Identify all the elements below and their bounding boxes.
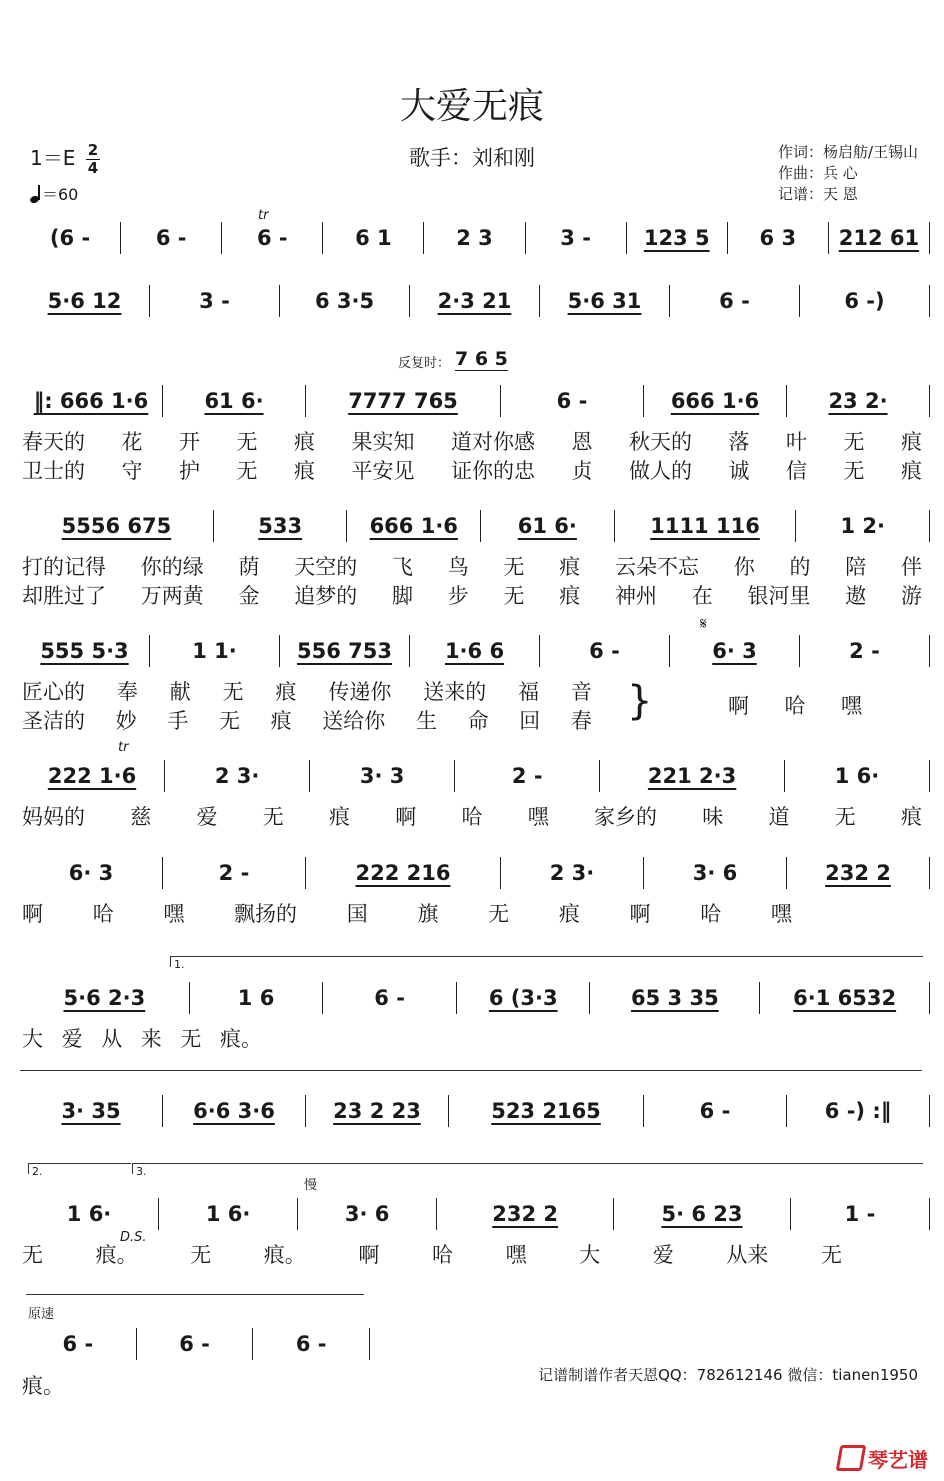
measure: 2 - [163, 857, 306, 889]
lyric-word: 无 [236, 430, 258, 454]
measure: 6 - [121, 222, 222, 254]
lyric-word: 无 [236, 459, 258, 483]
measure: 6·1 6532 [760, 982, 930, 1014]
lyric-word: 妈妈的 [22, 805, 85, 829]
lyric-word: 痕。 [263, 1243, 306, 1267]
score-line-2 [20, 285, 930, 317]
trill-mark: tr [118, 740, 129, 755]
measure: 555 5·3 [20, 635, 150, 667]
lyric-word: 打的记得 [22, 555, 106, 579]
measure: 6 (3·3 [457, 982, 591, 1014]
measure: 123 5 [627, 222, 728, 254]
original-speed-mark: 原速 [28, 1307, 55, 1322]
lyric-word: 道 [768, 805, 790, 829]
lyric-word: 护 [179, 459, 200, 483]
singer: 歌手：刘和刚 [409, 146, 535, 170]
lyric-word: 从来 [726, 1243, 769, 1267]
volta-1-continuation [20, 1070, 922, 1071]
lyric-word: 传递你 [328, 680, 392, 704]
measure: 556 753 [280, 635, 410, 667]
lyric-word: 飞 [392, 555, 413, 579]
measure: 2 3· [501, 857, 644, 889]
measure: 222 1·6 [20, 760, 165, 792]
lyric-word: 信 [786, 459, 807, 483]
measure: 1111 116 [615, 510, 797, 542]
logo-text: 琴艺谱 [868, 1448, 928, 1472]
lyric-word: 却胜过了 [22, 584, 106, 608]
lyric-word: 无 [218, 709, 240, 733]
lyric-word: 平安见 [351, 459, 415, 483]
measure: 3· 6 [644, 857, 787, 889]
lyric-word: 痕。 [95, 1243, 138, 1267]
measure: 7777 765 [306, 385, 501, 417]
measure: 1·6 6 [410, 635, 540, 667]
measure: 6 3 [728, 222, 829, 254]
measure: 533 [214, 510, 348, 542]
original-speed-line [26, 1294, 364, 1295]
measure: 6 - [540, 635, 670, 667]
lyric-word: 奉 [116, 680, 138, 704]
measure: 6 - [670, 285, 800, 317]
lyric-word: 陪 [845, 555, 867, 579]
lyric-word: 伴 [901, 555, 922, 579]
measure: 232 2 [437, 1198, 614, 1230]
lyric-word: 贞 [571, 459, 593, 483]
lyric-word: 你的绿 [140, 555, 204, 579]
lyric-word: 诚 [728, 459, 750, 483]
lyric-word: 回 [519, 709, 541, 733]
lyric-word: 痕。 [219, 1027, 262, 1051]
measure: (6 - [20, 222, 121, 254]
measure: 666 1·6 [347, 510, 481, 542]
measure: 3· 6 [298, 1198, 437, 1230]
lyrics-line-5a [22, 676, 592, 706]
measure: 2 3· [165, 760, 310, 792]
measure: 23 2 23 [306, 1095, 449, 1127]
lyric-word: 痕 [901, 459, 922, 483]
measure: 1 6 [190, 982, 324, 1014]
lyric-word: 痕 [901, 430, 922, 454]
time-signature [86, 142, 100, 177]
lyric-word: 嘿 [841, 694, 862, 718]
lyric-word: 无 [190, 1243, 212, 1267]
lyric-word: 哈 [461, 805, 483, 829]
lyric-word: 爱 [196, 805, 218, 829]
lyric-word: 哈 [700, 902, 722, 926]
score-line-11 [20, 1328, 370, 1360]
measure: 212 61 [829, 222, 930, 254]
lyric-word: 妙 [115, 709, 137, 733]
lyric-word: 脚 [392, 584, 413, 608]
measure: 232 2 [787, 857, 930, 889]
score-line-10 [20, 1198, 930, 1230]
score-line-9 [20, 1095, 930, 1127]
measure: 222 216 [306, 857, 501, 889]
measure: 5556 675 [20, 510, 214, 542]
lyric-word: 银河里 [747, 584, 811, 608]
lyric-brace: } [627, 678, 653, 724]
lyric-word: 证你的忠 [451, 459, 535, 483]
measure: 6 - [644, 1095, 787, 1127]
lyric-word: 痕 [270, 709, 292, 733]
lyric-word: 痕 [329, 805, 350, 829]
measure: 6· 3 [670, 635, 800, 667]
segno-mark: 𝄋 [700, 614, 707, 633]
lyric-word: 福 [518, 680, 540, 704]
measure: 666 1·6 [644, 385, 787, 417]
lyric-word: 追梦的 [294, 584, 358, 608]
measure: 3 - [526, 222, 627, 254]
lyric-word: 命 [467, 709, 489, 733]
lyric-word: 神州 [615, 584, 657, 608]
lyric-word: 从 [101, 1027, 123, 1051]
lyric-word: 金 [238, 584, 260, 608]
volta-1-label: 1. [174, 958, 185, 971]
measure: 6·6 3·6 [163, 1095, 306, 1127]
lyrics-line-5b [22, 705, 592, 735]
measure: 1 2· [796, 510, 930, 542]
measure: 221 2·3 [600, 760, 785, 792]
trill-mark: tr [258, 208, 269, 223]
measure: 6 1 [323, 222, 424, 254]
lyric-word: 匠心的 [22, 680, 85, 704]
lyric-word: 步 [447, 584, 469, 608]
measure: 6 - [137, 1328, 254, 1360]
measure: 6 - [501, 385, 644, 417]
lyric-word: 嘿 [163, 902, 185, 926]
measure: 6 - [222, 222, 323, 254]
lyrics-line-10 [22, 1239, 842, 1269]
tempo-marking [30, 182, 78, 205]
measure: 5·6 31 [540, 285, 670, 317]
lyric-word: 的 [789, 555, 811, 579]
key-text: 1＝E [30, 146, 76, 170]
lyric-word: 游 [901, 584, 922, 608]
measure: 5·6 2·3 [20, 982, 190, 1014]
lyric-word: 叶 [786, 430, 807, 454]
lyrics-line-4b [22, 580, 922, 610]
score-line-3 [20, 385, 930, 417]
lyric-word: 嘿 [505, 1243, 527, 1267]
score-line-1 [20, 222, 930, 254]
lyric-word: 旗 [417, 902, 439, 926]
lyric-word: 无 [820, 1243, 842, 1267]
lyric-word: 你 [733, 555, 755, 579]
lyric-word: 哈 [431, 1243, 453, 1267]
lyric-word: 无 [834, 805, 856, 829]
lyric-word: 无 [222, 680, 244, 704]
score-line-6 [20, 760, 930, 792]
lyric-word: 春天的 [22, 430, 85, 454]
lyric-word: 啊 [22, 902, 43, 926]
lyric-word: 音 [571, 680, 592, 704]
measure: 1 1· [150, 635, 280, 667]
lyric-word: 荫 [238, 555, 260, 579]
lyric-word: 开 [179, 430, 200, 454]
repeat-note-label: 反复时： [398, 356, 451, 371]
lyric-word: 万两黄 [140, 584, 204, 608]
lyric-word: 家乡的 [594, 805, 657, 829]
measure: 61 6· [481, 510, 615, 542]
measure: 3 - [150, 285, 280, 317]
measure: 6· 3 [20, 857, 163, 889]
lyric-word: 爱 [61, 1027, 83, 1051]
measure: 1 6· [159, 1198, 298, 1230]
measure: 523 2165 [449, 1095, 644, 1127]
lyrics-line-11: 痕。 [22, 1374, 64, 1398]
lyric-word: 嘿 [527, 805, 549, 829]
lyric-word: 飘扬的 [234, 902, 298, 926]
measure: 6 - [323, 982, 457, 1014]
measure: 2 - [455, 760, 600, 792]
lyric-word: 味 [702, 805, 724, 829]
lyric-word: 痕 [559, 555, 581, 579]
lyric-word: 哈 [92, 902, 114, 926]
lyric-word: 送给你 [322, 709, 386, 733]
lyric-word: 来 [140, 1027, 162, 1051]
measure: 61 6· [163, 385, 306, 417]
lyric-word: 痕 [294, 459, 315, 483]
lyric-word: 送来的 [423, 680, 487, 704]
lyric-word: 无 [503, 555, 525, 579]
lyrics-line-4a [22, 551, 922, 581]
lyric-word: 痕 [294, 430, 315, 454]
lyric-word: 遨 [845, 584, 867, 608]
measure: 6 -) :‖ [787, 1095, 930, 1127]
score-line-7 [20, 857, 930, 889]
logo-icon [836, 1445, 867, 1471]
measure: 1 6· [785, 760, 930, 792]
measure: 2 - [800, 635, 930, 667]
lyric-word: 守 [121, 459, 143, 483]
volta-3-label: 3. [136, 1165, 147, 1178]
lyric-word: 爱 [652, 1243, 674, 1267]
measure: 6 - [253, 1328, 370, 1360]
lyric-word: 啊 [358, 1243, 380, 1267]
lyric-word: 在 [691, 584, 713, 608]
lyric-word: 圣洁的 [22, 709, 85, 733]
lyric-word: 嘿 [770, 902, 792, 926]
lyric-word: 啊 [395, 805, 417, 829]
lyric-word: 哈 [784, 694, 806, 718]
volta-1-bracket [170, 956, 923, 971]
lyric-word: 手 [167, 709, 189, 733]
lyrics-line-6 [22, 801, 922, 831]
time-top: 2 [87, 141, 99, 159]
measure: 6 -) [800, 285, 930, 317]
measure: 6 3·5 [280, 285, 410, 317]
volta-2-label: 2. [32, 1165, 43, 1178]
lyric-word: 果实知 [351, 430, 415, 454]
lyric-word: 道对你感 [451, 430, 535, 454]
lyric-word: 无 [488, 902, 510, 926]
measure: 3· 35 [20, 1095, 163, 1127]
lyrics-line-7 [22, 898, 792, 928]
lyric-word: 献 [169, 680, 191, 704]
site-logo [838, 1444, 928, 1473]
repeat-note-value: 7 6 5 [455, 348, 508, 370]
lyric-word: 春 [570, 709, 592, 733]
lyric-word: 恩 [571, 430, 593, 454]
measure: 5·6 12 [20, 285, 150, 317]
lyrics-line-8 [22, 1023, 262, 1053]
lyric-word: 无 [22, 1243, 43, 1267]
ds-mark: D.S. [120, 1230, 147, 1245]
lyric-word: 痕 [558, 902, 580, 926]
lyric-word: 大 [22, 1027, 43, 1051]
lyric-word: 啊 [629, 902, 651, 926]
score-line-8 [20, 982, 930, 1014]
lyric-word: 啊 [728, 694, 749, 718]
lyric-word: 无 [262, 805, 284, 829]
measure: 3· 3 [310, 760, 455, 792]
score-line-4 [20, 510, 930, 542]
score-line-5 [20, 635, 930, 667]
measure: 2·3 21 [410, 285, 540, 317]
measure: 23 2· [787, 385, 930, 417]
measure: 1 6· [20, 1198, 159, 1230]
lyric-word: 云朵不忘 [615, 555, 699, 579]
lyric-word: 大 [579, 1243, 601, 1267]
key-signature [30, 142, 100, 177]
lyric-word: 国 [346, 902, 368, 926]
quarter-note-icon [30, 185, 42, 203]
measure: 1 - [791, 1198, 930, 1230]
tempo-text: ＝60 [42, 185, 79, 204]
time-bottom: 4 [87, 159, 99, 177]
slow-mark: 慢 [304, 1178, 318, 1193]
measure: ‖: 666 1·6 [20, 385, 163, 417]
lyric-word: 无 [843, 430, 865, 454]
lyrics-line-5c [728, 690, 862, 720]
volta-2-bracket [28, 1163, 131, 1178]
lyric-word: 无 [180, 1027, 202, 1051]
credits [778, 142, 918, 205]
lyric-word: 做人的 [629, 459, 692, 483]
volta-3-bracket [132, 1163, 923, 1178]
lyrics-line-3a [22, 426, 922, 456]
lyric-word: 鸟 [447, 555, 469, 579]
transcriber: 记谱：天 恩 [777, 185, 858, 203]
lyric-word: 秋天的 [629, 430, 692, 454]
lyric-word: 痕 [901, 805, 922, 829]
lyric-word: 花 [121, 430, 143, 454]
lyric-word: 天空的 [294, 555, 358, 579]
measure: 65 3 35 [590, 982, 760, 1014]
lyric-word: 卫士的 [22, 459, 85, 483]
lyric-word: 生 [415, 709, 437, 733]
song-title: 大爱无痕 [399, 86, 544, 127]
measure: 2 3 [424, 222, 525, 254]
transcriber-contact: 记谱制谱作者天恩QQ：782612146 微信：tianen1950 [538, 1366, 918, 1384]
measure: 5· 6 23 [614, 1198, 791, 1230]
lyric-word: 慈 [130, 805, 152, 829]
measure: 6 - [20, 1328, 137, 1360]
lyric-word: 痕 [559, 584, 581, 608]
lyrics-line-3b [22, 455, 922, 485]
lyric-word: 无 [843, 459, 865, 483]
composer: 作曲：兵 心 [777, 164, 858, 182]
lyric-word: 落 [728, 430, 750, 454]
lyricist: 作词：杨启舫/王锡山 [777, 143, 918, 161]
lyric-word: 痕 [275, 680, 297, 704]
lyric-word: 无 [503, 584, 525, 608]
